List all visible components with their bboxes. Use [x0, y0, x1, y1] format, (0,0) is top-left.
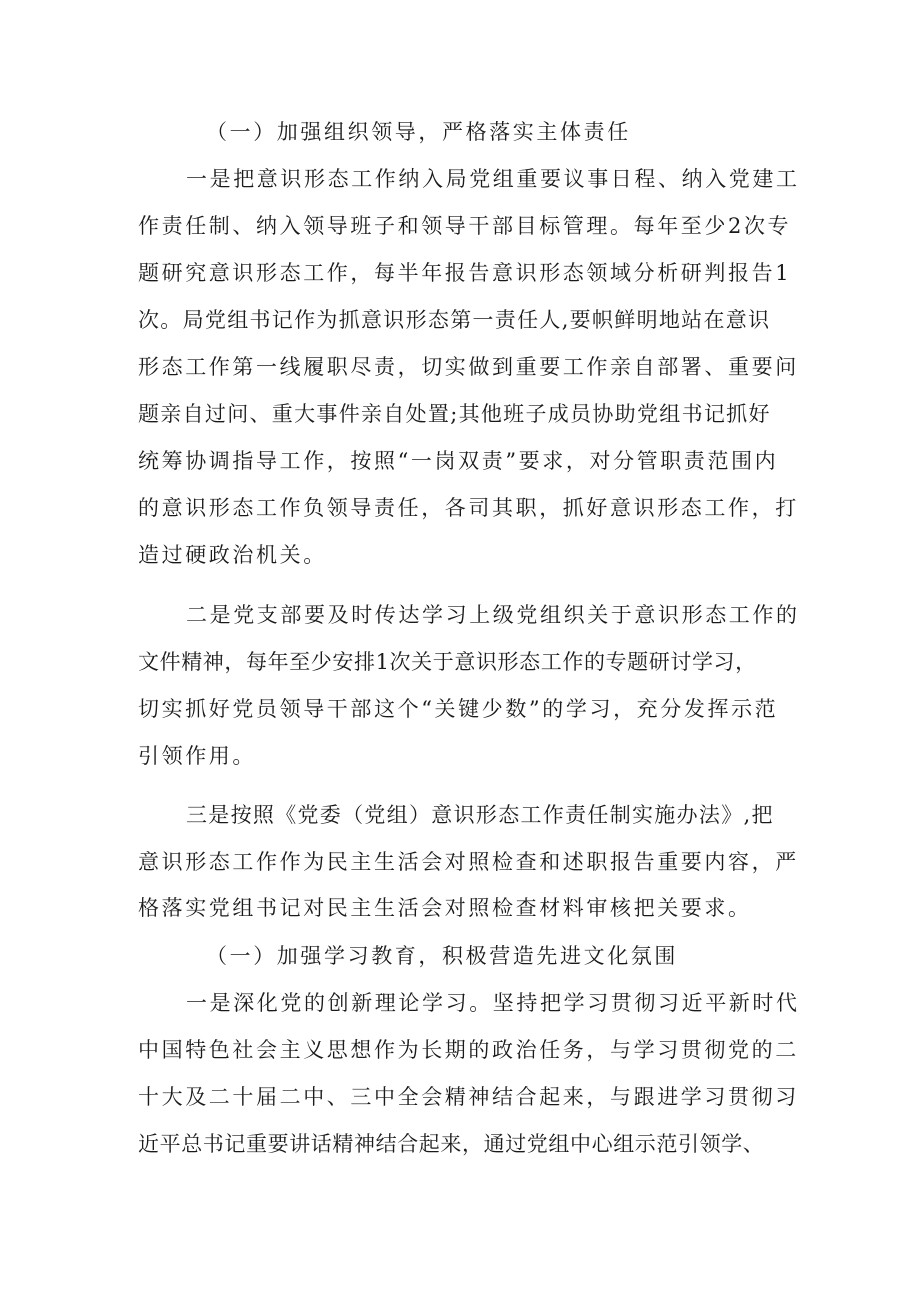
paragraph-line: 形态工作第一线履职尽责，切实做到重要工作亲自部署、重要问 [138, 355, 799, 379]
paragraph-line: 造过硬政治机关。 [138, 543, 327, 567]
paragraph-line: 的意识形态工作负领导责任，各司其职，抓好意识形态工作，打 [138, 496, 799, 520]
paragraph-line: 意识形态工作作为民主生活会对照检查和述职报告重要内容，严 [138, 850, 799, 874]
paragraph-line: 引领作用。 [138, 744, 256, 768]
paragraph-line: 近平总书记重要讲话精神结合起来，通过党组中心组示范引领学、 [138, 1132, 765, 1156]
paragraph-line: 题亲自过问、重大事件亲自处置;其他班子成员协助党组书记抓好 [138, 402, 771, 426]
paragraph-line: 文件精神，每年至少安排1次关于意识形态工作的专题研讨学习， [138, 650, 757, 674]
paragraph-line: 十大及二十届二中、三中全会精神结合起来，与跟进学习贯彻习 [138, 1085, 799, 1109]
paragraph-line: 三是按照《党委（党组）意识形态工作责任制实施办法》,把 [186, 803, 774, 827]
paragraph-line: 题研究意识形态工作，每半年报告意识形态领域分析研判报告1 [138, 261, 792, 285]
paragraph-line: 切实抓好党员领导干部这个“关键少数”的学习，充分发挥示范 [138, 697, 779, 721]
paragraph-line: 作责任制、纳入领导班子和领导干部目标管理。每年至少2次专 [138, 214, 792, 238]
section-heading-1: （一）加强组织领导，严格落实主体责任 [206, 120, 631, 144]
paragraph-line: 次。局党组书记作为抓意识形态第一责任人,要帜鲜明地站在意识 [138, 308, 771, 332]
paragraph-line: 一是把意识形态工作纳入局党组重要议事日程、纳入党建工 [186, 167, 800, 191]
paragraph-line: 中国特色社会主义思想作为长期的政治任务，与学习贯彻党的二 [138, 1038, 799, 1062]
section-heading-2: （一）加强学习教育，积极营造先进文化氛围 [206, 944, 678, 968]
paragraph-line: 一是深化党的创新理论学习。坚持把学习贯彻习近平新时代 [186, 991, 800, 1015]
paragraph-line: 二是党支部要及时传达学习上级党组织关于意识形态工作的 [186, 603, 800, 627]
paragraph-line: 统筹协调指导工作，按照“一岗双责”要求，对分管职责范围内 [138, 449, 779, 473]
paragraph-line: 格落实党组书记对民主生活会对照检查材料审核把关要求。 [138, 896, 752, 920]
